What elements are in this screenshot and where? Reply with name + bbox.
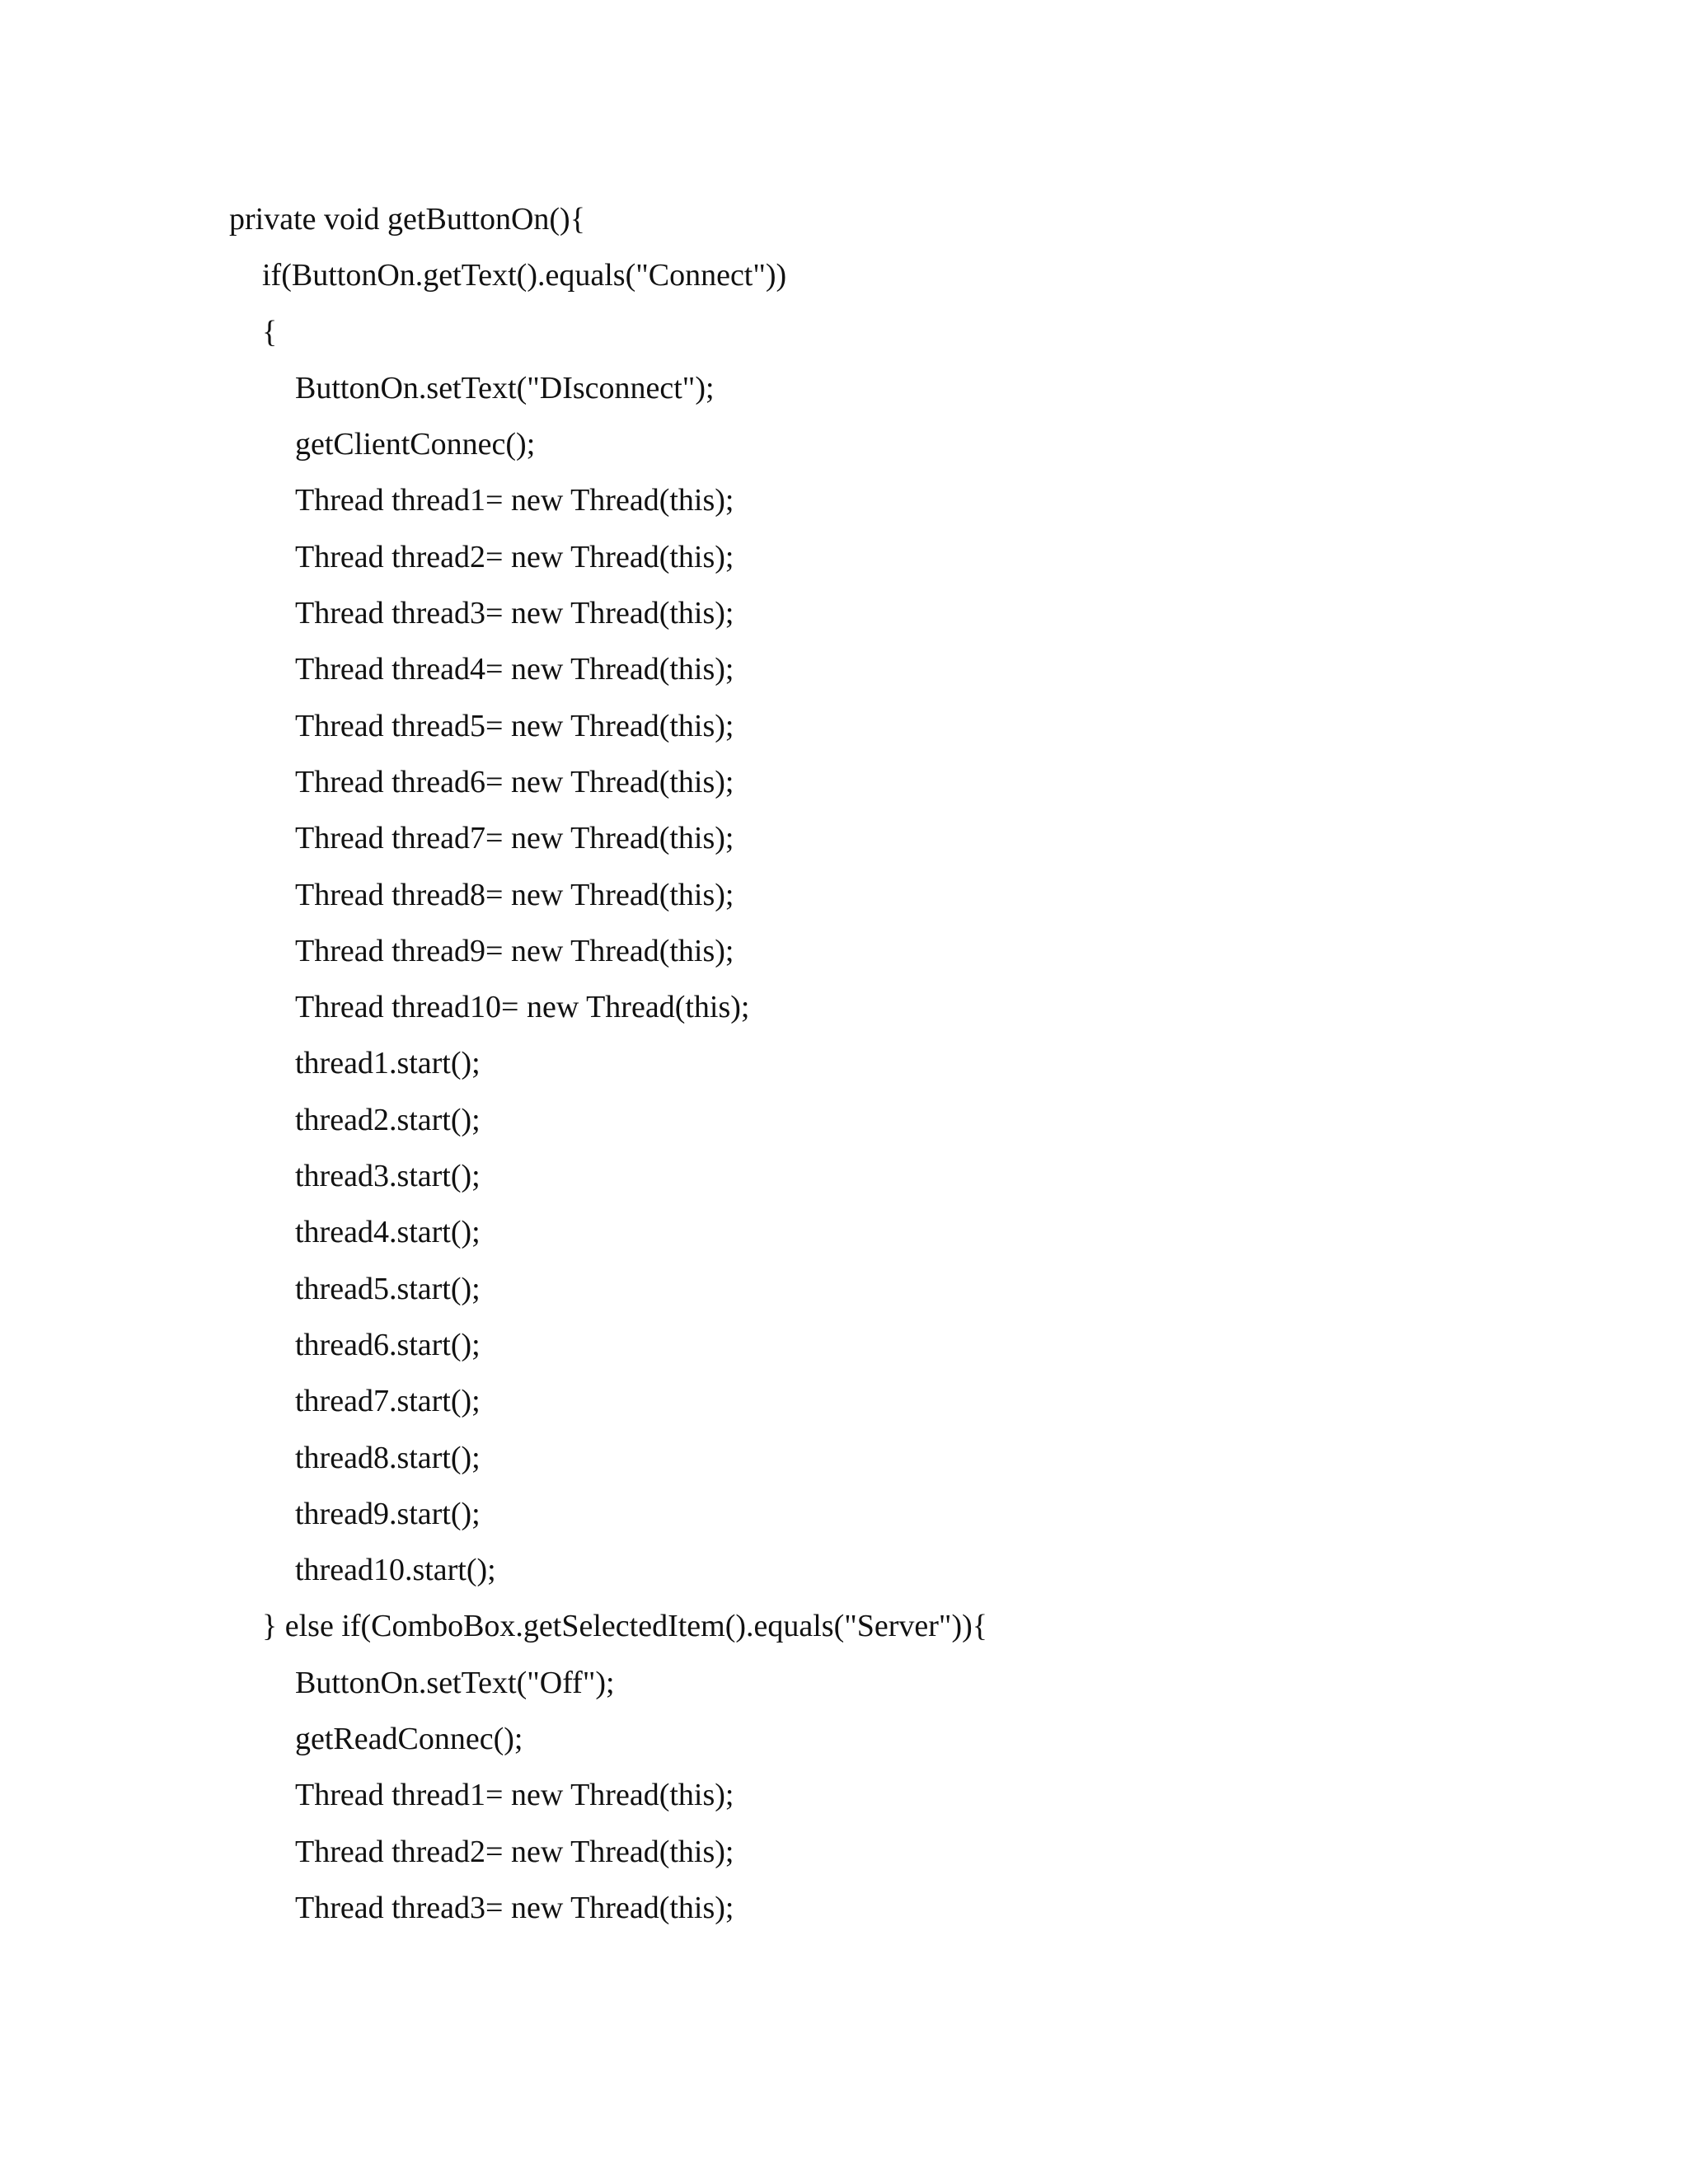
code-line: Thread thread2= new Thread(this); xyxy=(295,539,734,574)
code-line: ButtonOn.setText("Off"); xyxy=(295,1665,615,1700)
code-line: ButtonOn.setText("DIsconnect"); xyxy=(295,370,715,405)
code-line: thread2.start(); xyxy=(295,1102,481,1137)
code-line: Thread thread1= new Thread(this); xyxy=(295,483,734,518)
code-line: Thread thread9= new Thread(this); xyxy=(295,933,734,968)
code-line: Thread thread10= new Thread(this); xyxy=(295,990,750,1025)
code-line: thread3.start(); xyxy=(295,1159,481,1194)
code-line: getReadConnec(); xyxy=(295,1722,523,1757)
code-line: Thread thread3= new Thread(this); xyxy=(295,1890,734,1925)
code-line: thread8.start(); xyxy=(295,1440,481,1475)
code-line: { xyxy=(262,314,278,349)
code-line: thread5.start(); xyxy=(295,1271,481,1306)
code-line: Thread thread1= new Thread(this); xyxy=(295,1778,734,1813)
code-line: getClientConnec(); xyxy=(295,427,536,462)
code-line: thread6.start(); xyxy=(295,1327,481,1362)
code-line: if(ButtonOn.getText().equals("Connect")) xyxy=(262,258,787,293)
code-line: Thread thread2= new Thread(this); xyxy=(295,1834,734,1869)
code-line: } else if(ComboBox.getSelectedItem().equals("Server")){ xyxy=(262,1609,987,1644)
code-line: private void getButtonOn(){ xyxy=(229,202,585,237)
code-line: thread9.start(); xyxy=(295,1496,481,1531)
code-line: Thread thread4= new Thread(this); xyxy=(295,652,734,687)
code-line: Thread thread8= new Thread(this); xyxy=(295,877,734,912)
code-line: thread4.start(); xyxy=(295,1215,481,1250)
code-line: thread10.start(); xyxy=(295,1553,496,1588)
code-line: Thread thread3= new Thread(this); xyxy=(295,596,734,631)
code-line: thread7.start(); xyxy=(295,1384,481,1419)
code-line: thread1.start(); xyxy=(295,1046,481,1081)
code-line: Thread thread5= new Thread(this); xyxy=(295,708,734,743)
code-line: Thread thread7= new Thread(this); xyxy=(295,821,734,856)
code-listing xyxy=(0,191,987,1936)
code-line: Thread thread6= new Thread(this); xyxy=(295,764,734,799)
